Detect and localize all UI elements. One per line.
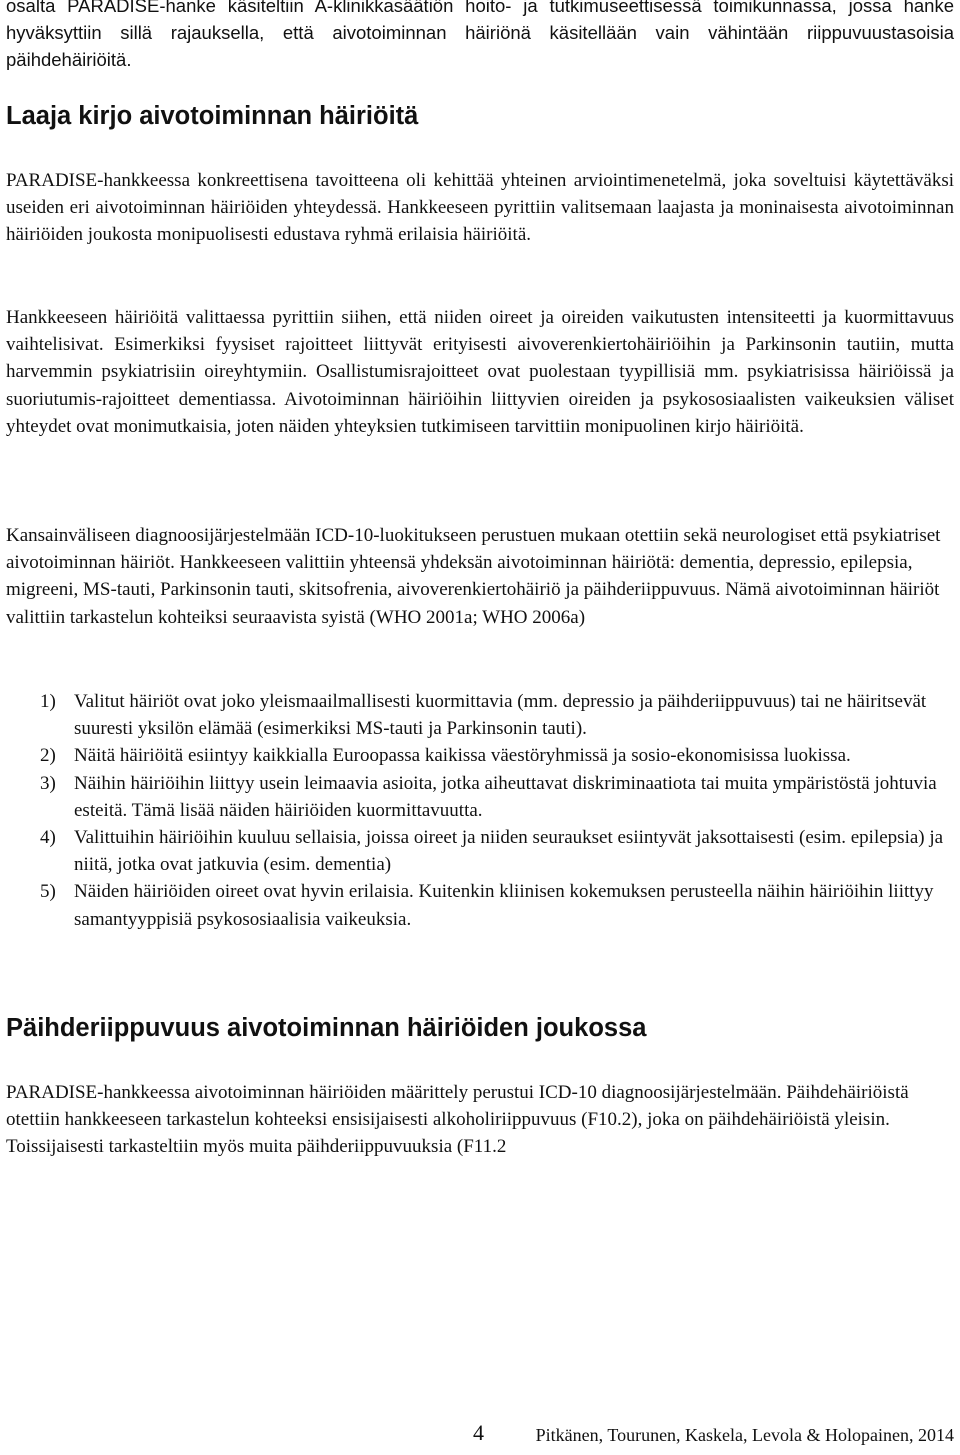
footer-authors: Pitkänen, Tourunen, Kaskela, Levola & Holopainen, 2014 [535,1425,954,1445]
list-number: 3) [40,772,56,794]
intro-paragraph: osalta PARADISE-hanke käsiteltiin A-klinikkasäätiön hoito- ja tutkimuseettisessä toimikunnassa, jossa hanke hyväksyttiin sillä rajauksella, että aivotoiminnan häiriönä käsitellään vain vähintään riippuvuustasoisia päihdehäiriöitä. [6,0,954,70]
reasons-list [6,688,954,933]
section-heading-laaja-kirjo: Laaja kirjo aivotoiminnan häiriöitä [6,102,419,130]
list-item-text: Näihin häiriöihin liittyy usein leimaavia asioita, jotka aiheuttavat diskriminaatiota tai muita ympäristöstä johtuvia esteitä. Tämä lisää näiden häiriöiden kuormittavuutta. [74,772,937,821]
list-number: 2) [40,745,56,767]
paragraph-paradise-maarittely: PARADISE-hankkeessa aivotoiminnan häiriöiden määrittely perustui ICD-10 diagnoosijärjestelmään. Päihdehäiriöistä otettiin hankkeeseen tarkastelun kohteeksi ensisijaisesti alkoholiriippuvuus (F10.2), joka on päihdehäiriöistä yleisin. Toissijaisesti tarkasteltiin myös muita päihderiippuvuuksia (F11.2 [6,1082,909,1158]
list-item [6,878,954,932]
list-item [6,770,954,824]
paragraph-valinta: Hankkeeseen häiriöitä valittaessa pyrittiin siihen, että niiden oireet ja oireiden vaikutusten intensiteetti ja kuormittavuus vaihtelisivat. Esimerkiksi fyysiset rajoitteet liittyvät erityisesti aivoverenkiertohäiriöihin ja Parkinsonin tautiin, mutta harvemmin psykiatrisiin oireyhtymiin. Osallistumisrajoitteet ovat puolestaan tyypillisiä mm. psykiatrisissa häiriöissä ja suoriutumis-rajoitteet dementiassa. Aivotoiminnan häiriöihin liittyvien oireiden ja psykososiaalisten vaikeuksien väliset yhteydet ovat monimutkaisia, joten näiden yhteyksien tutkimiseen tarvittiin monipuolinen kirjo häiriöitä. [6,307,954,437]
list-number: 5) [40,881,56,903]
section-heading-paihderiippuvuus: Päihderiippuvuus aivotoiminnan häiriöiden joukossa [6,1014,647,1042]
page-number: 4 [473,1420,484,1445]
list-item-text: Valittuihin häiriöihin kuuluu sellaisia, joissa oireet ja niiden seuraukset esiintyvät jaksottaisesti (esim. epilepsia) ja niitä, jotka ovat jatkuvia (esim. dementia) [74,827,944,876]
paragraph-icd10: Kansainväliseen diagnoosijärjestelmään ICD-10-luokitukseen perustuen mukaan otettiin sekä neurologiset että psykiatriset aivotoiminnan häiriöt. Hankkeeseen valittiin yhteensä yhdeksän aivotoiminnan häiriötä: dementia, depressio, epilepsia, migreeni, MS-tauti, Parkinsonin tauti, skitsofrenia, aivoverenkiertohäiriö ja päihderiippuvuus. Nämä aivotoiminnan häiriöt valittiin tarkastelun kohteiksi seuraavista syistä (WHO 2001a; WHO 2006a) [6,525,941,628]
list-item-text: Näiden häiriöiden oireet ovat hyvin erilaisia. Kuitenkin kliinisen kokemuksen perusteella näihin häiriöihin liittyy samantyyppisiä psykososiaalisia vaikeuksia. [74,881,934,930]
list-item [6,688,954,742]
list-item-text: Näitä häiriöitä esiintyy kaikkialla Euroopassa kaikissa väestöryhmissä ja sosio-ekonomisissa luokissa. [74,745,851,767]
page-footer [0,1418,960,1450]
list-number: 1) [40,691,56,712]
paragraph-tavoite: PARADISE-hankkeessa konkreettisena tavoitteena oli kehittää yhteinen arviointimenetelmä, joka soveltuisi käytettäväksi useiden eri aivotoiminnan häiriöiden yhteydessä. Hankkeeseen pyrittiin valitsemaan laajasta ja moninaisesta aivotoiminnan häiriöiden joukosta monipuolisesti edustava ryhmä erilaisia häiriöitä. [6,170,954,246]
list-item [6,824,954,878]
list-item [6,742,954,769]
list-number: 4) [40,827,56,849]
list-item-text: Valitut häiriöt ovat joko yleismaailmallisesti kuormittavia (mm. depressio ja päihderiippuvuus) tai ne häiritsevät suuresti yksilön elämää (esimerkiksi MS-tauti ja Parkinsonin tauti). [74,691,927,740]
